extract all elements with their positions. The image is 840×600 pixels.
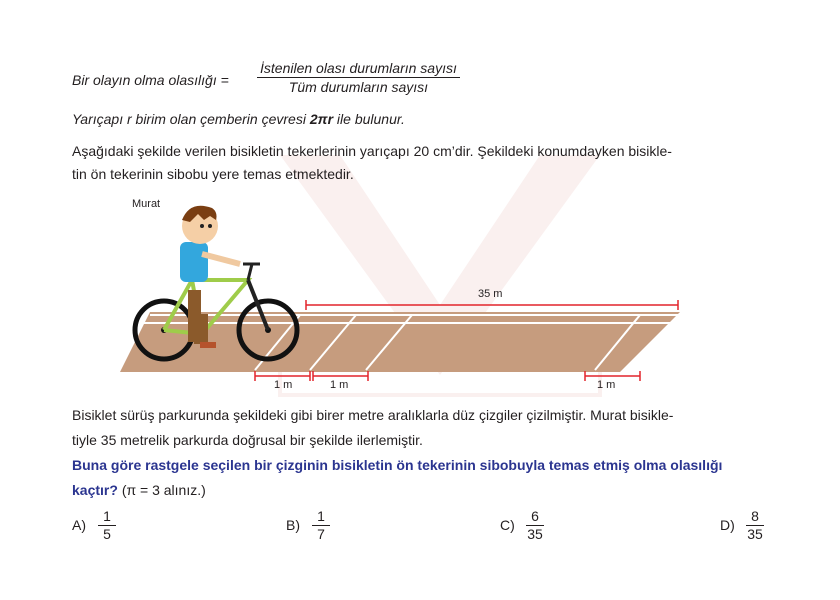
description-line-1: Bisiklet sürüş parkurunda şekildeki gibi birer metre aralıklarla düz çizgiler çizilmiştir. Murat bisikle- (72, 407, 674, 423)
option-a-numerator: 1 (103, 508, 111, 524)
circle-text-before: Yarıçapı r birim olan çemberin çevresi (72, 111, 306, 127)
probability-fraction (257, 60, 460, 95)
dimension-1m (255, 371, 640, 381)
intro-line-1: Aşağıdaki şekilde verilen bisikletin tekerlerinin yarıçapı 20 cm’dir. Şekildeki konumdayken bisikle- (72, 143, 672, 159)
gap-label-3: 1 m (597, 379, 616, 391)
bike-track-figure (110, 190, 710, 400)
option-b-numerator: 1 (317, 508, 325, 524)
question-line-1: Buna göre rastgele seçilen bir çizginin bisikletin ön tekerinin sibobuyla temas etmiş olma olasılığı (72, 457, 723, 473)
option-c-fraction (526, 508, 544, 543)
intro-line-2: tin ön tekerinin sibobu yere temas etmektedir. (72, 166, 354, 182)
circle-text-after: ile bulunur. (336, 111, 405, 127)
circle-formula: 2πr (309, 111, 334, 127)
dimension-35m (306, 300, 678, 310)
question-ending: kaçtır? (72, 482, 118, 498)
person-label: Murat (132, 198, 161, 210)
option-d-letter: D) (720, 517, 735, 533)
option-a-letter: A) (72, 517, 86, 533)
option-b-denominator: 7 (312, 525, 330, 543)
option-d-denominator: 35 (747, 526, 763, 542)
question-line-2 (72, 482, 206, 498)
gap-label-2: 1 m (330, 379, 349, 391)
option-b-fraction (312, 508, 330, 543)
option-c-denominator: 35 (527, 526, 543, 542)
description-line-2: tiyle 35 metrelik parkurda doğrusal bir şekilde ilerlemiştir. (72, 432, 423, 448)
circle-formula-line (72, 111, 405, 127)
option-a-fraction (98, 508, 116, 543)
option-c-numerator: 6 (531, 508, 539, 524)
pi-note: (π = 3 alınız.) (121, 482, 206, 498)
option-a-denominator: 5 (98, 525, 116, 543)
probability-denominator: Tüm durumların sayısı (257, 77, 460, 95)
option-b-letter: B) (286, 517, 300, 533)
probability-numerator: İstenilen olası durumların sayısı (260, 60, 457, 76)
probability-lhs: Bir olayın olma olasılığı = (72, 72, 229, 88)
gap-label-1: 1 m (274, 379, 293, 391)
track-length-label: 35 m (478, 288, 503, 300)
option-c-letter: C) (500, 517, 515, 533)
option-d-fraction (746, 508, 764, 543)
option-d-numerator: 8 (751, 508, 759, 524)
